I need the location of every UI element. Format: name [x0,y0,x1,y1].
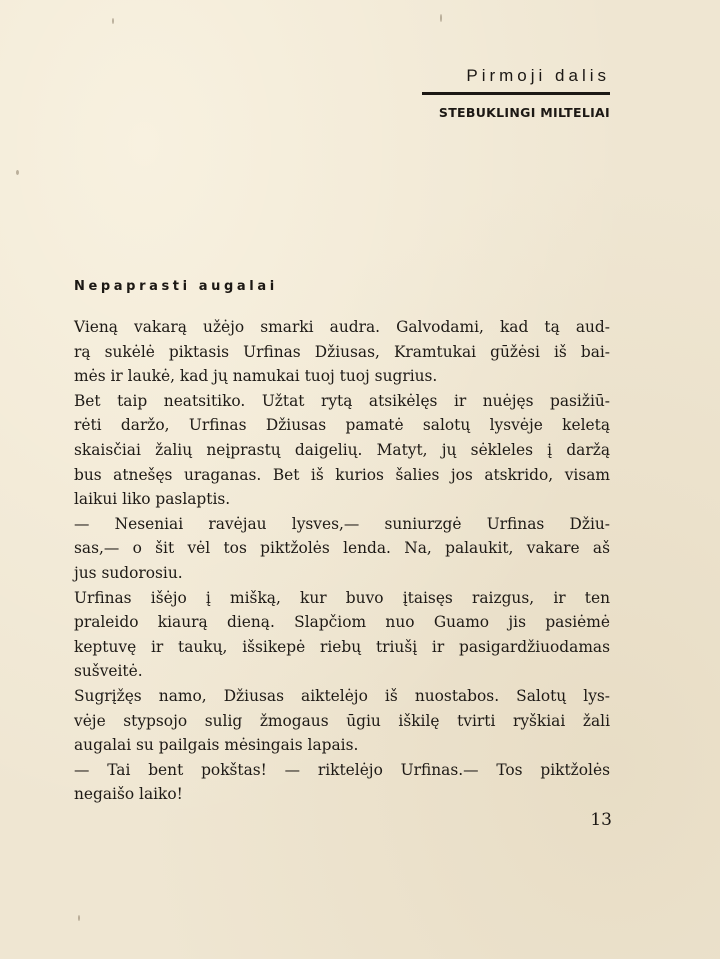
paper-speck [16,170,19,175]
page-number: 13 [590,810,612,830]
text-line: Sugrįžęs namo, Džiusas aiktelėjo iš nuostabos. Salotų lys- [74,686,610,705]
paragraph-5 [74,684,610,758]
text-line: augalai su pailgais mėsingais lapais. [74,736,359,755]
paragraph-6 [74,758,610,807]
header-rule [422,92,610,95]
paragraph-4 [74,586,610,684]
text-line: Bet taip neatsitiko. Užtat rytą atsikėlęs ir nuėjęs pasižiū- [74,391,610,410]
text-line: sušveitė. [74,662,143,681]
text-line: rėti daržo, Urfinas Džiusas pamatė salotų lysvėje keletą [74,416,610,435]
paragraph-1 [74,315,610,389]
paper-speck [112,18,114,24]
body-text [74,315,610,807]
text-line: Urfinas išėjo į mišką, kur buvo įtaisęs raizgus, ir ten [74,588,610,607]
part-title: Pirmoji dalis [466,66,610,85]
text-line: rą sukėlė piktasis Urfinas Džiusas, Kramtukai gūžėsi iš bai- [74,342,610,361]
text-line: praleido kiaurą dieną. Slapčiom nuo Guamo jis pasiėmė [74,613,610,632]
text-line: mės ir laukė, kad jų namukai tuoj tuoj sugrius. [74,367,438,386]
text-line: Vieną vakarą užėjo smarki audra. Galvodami, kad tą aud- [74,318,610,336]
section-heading: Nepaprasti augalai [74,279,278,294]
text-line: keptuvę ir taukų, išsikepė riebų triušį ir pasigardžiuodamas [74,637,610,656]
text-line: sas,— o šit vėl tos piktžolės lenda. Na, palaukit, vakare aš [74,539,610,558]
paper-speck [440,14,442,22]
text-line: jus sudorosiu. [74,563,183,582]
chapter-title: STEBUKLINGI MILTELIAI [438,105,610,120]
text-line: vėje stypsojo sulig žmogaus ūgiu iškilę tvirti ryškiai žali [74,711,610,730]
text-line: — Neseniai ravėjau lysves,— suniurzgė Urfinas Džiu- [74,514,610,533]
text-line: — Tai bent pokštas! — riktelėjo Urfinas.— Tos piktžolės [74,760,610,779]
text-line: laikui liko paslaptis. [74,490,231,509]
paragraph-3 [74,512,610,586]
paragraph-2 [74,389,610,512]
text-line: skaisčiai žalių neįprastų daigelių. Matyt, jų sėkleles į daržą [74,440,610,459]
text-line: negaišo laiko! [74,785,183,804]
running-head [422,66,610,120]
paper-speck [78,915,80,921]
text-line: bus atnešęs uraganas. Bet iš kurios šalies jos atskrido, visam [74,465,610,484]
